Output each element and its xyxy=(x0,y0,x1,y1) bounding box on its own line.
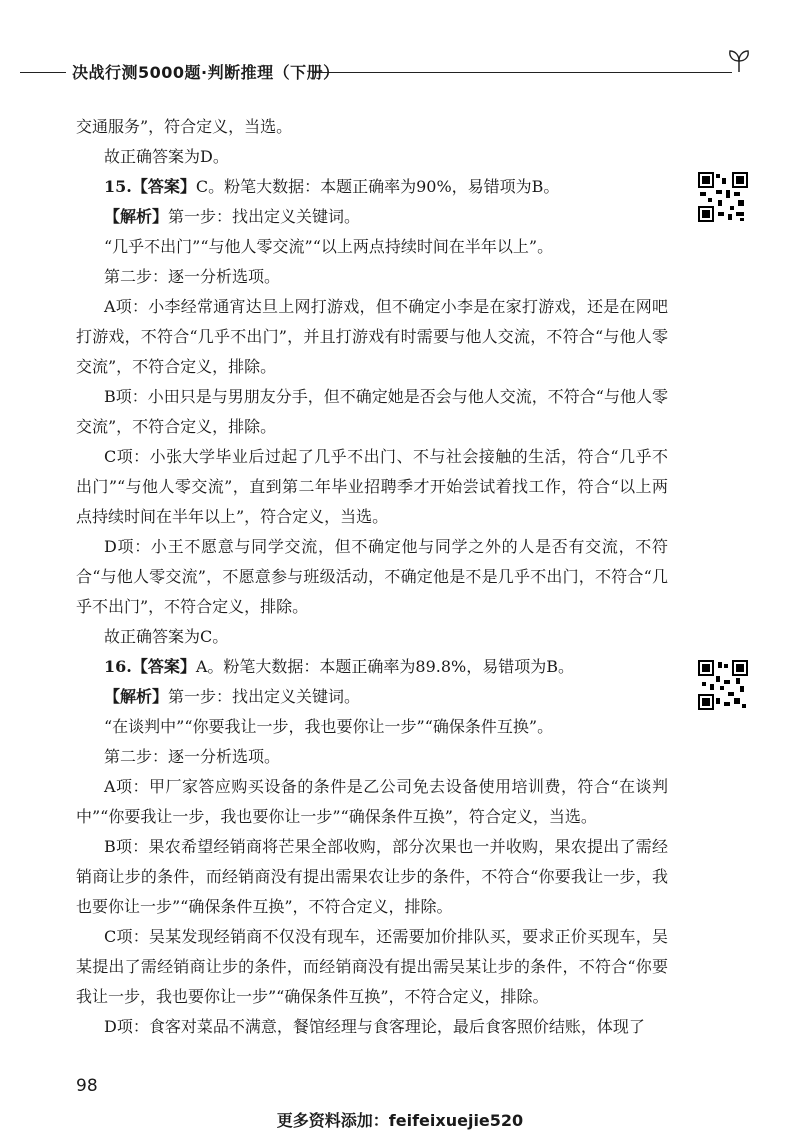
paragraph xyxy=(76,922,668,1012)
paragraph-text: A项：甲厂家答应购买设备的条件是乙公司免去设备使用培训费，符合“在谈判中”“你要我让一步，我也要你让一步”“确保条件互换”，符合定义，当选。 xyxy=(76,777,668,826)
page-header xyxy=(0,56,800,86)
paragraph xyxy=(76,292,668,382)
paragraph-text: C项：小张大学毕业后过起了几乎不出门、不与社会接触的生活，符合“几乎不出门”“与他人零交流”，直到第二年毕业招聘季才开始尝试着找工作，符合“以上两点持续时间在半年以上”，符合定义，当选。 xyxy=(76,447,668,526)
paragraph xyxy=(76,142,668,172)
paragraph xyxy=(76,742,668,772)
paragraph-text: “在谈判中”“你要我让一步，我也要你让一步”“确保条件互换”。 xyxy=(104,717,554,736)
paragraph xyxy=(76,622,668,652)
paragraph-text: “几乎不出门”“与他人零交流”“以上两点持续时间在半年以上”。 xyxy=(104,237,554,256)
paragraph xyxy=(76,532,668,622)
paragraph-text: 第二步：逐一分析选项。 xyxy=(104,267,281,286)
paragraph xyxy=(76,382,668,442)
header-rule-left xyxy=(20,72,66,73)
paragraph-text: B项：果农希望经销商将芒果全部收购，部分次果也一并收购，果农提出了需经销商让步的条件，而经销商没有提出需果农让步的条件，不符合“你要我让一步，我也要你让一步”“确保条件互换”，不符合定义，排除。 xyxy=(76,837,668,916)
page-number: 98 xyxy=(76,1076,98,1096)
qr-code-icon[interactable] xyxy=(698,660,748,710)
paragraph xyxy=(76,772,668,832)
paragraph xyxy=(76,172,668,202)
header-rule-right xyxy=(312,72,732,73)
paragraph xyxy=(76,652,668,682)
paragraph-text: 故正确答案为D。 xyxy=(104,147,229,166)
paragraph-text: 第二步：逐一分析选项。 xyxy=(104,747,281,766)
paragraph-text: 第一步：找出定义关键词。 xyxy=(168,687,361,706)
paragraph-text: 交通服务”，符合定义，当选。 xyxy=(76,117,293,136)
footer-note: 更多资料添加：feifeixuejie520 xyxy=(276,1111,524,1130)
paragraph-text: C。粉笔大数据：本题正确率为90%，易错项为B。 xyxy=(195,177,560,196)
paragraph xyxy=(76,442,668,532)
book-title: 决战行测5000题·判断推理（下册） xyxy=(72,63,340,82)
paragraph xyxy=(76,682,668,712)
sprout-leaf-icon xyxy=(726,48,752,74)
paragraph xyxy=(76,112,668,142)
answer-label: 15.【答案】 xyxy=(104,177,196,196)
paragraph-text: A。粉笔大数据：本题正确率为89.8%，易错项为B。 xyxy=(195,657,574,676)
paragraph-text: 故正确答案为C。 xyxy=(104,627,229,646)
paragraph-text: A项：小李经常通宵达旦上网打游戏，但不确定小李是在家打游戏，还是在网吧打游戏，不符合“几乎不出门”，并且打游戏有时需要与他人交流，不符合“与他人零交流”，不符合定义，排除。 xyxy=(76,297,668,376)
paragraph xyxy=(76,232,668,262)
paragraph xyxy=(76,202,668,232)
page-body xyxy=(76,112,668,1042)
paragraph xyxy=(76,262,668,292)
paragraph-text: D项：食客对菜品不满意，餐馆经理与食客理论，最后食客照价结账，体现了 xyxy=(104,1017,645,1036)
paragraph-text: 第一步：找出定义关键词。 xyxy=(168,207,361,226)
answer-label: 【解析】 xyxy=(104,207,169,226)
paragraph-text: D项：小王不愿意与同学交流，但不确定他与同学之外的人是否有交流，不符合“与他人零交流”，不愿意参与班级活动，不确定他是不是几乎不出门，不符合“几乎不出门”，不符合定义，排除。 xyxy=(76,537,668,616)
qr-code-icon[interactable] xyxy=(698,172,748,222)
paragraph-text: C项：吴某发现经销商不仅没有现车，还需要加价排队买，要求正价买现车，吴某提出了需经销商让步的条件，而经销商没有提出需吴某让步的条件，不符合“你要我让一步，我也要你让一步”“确保条件互换”，不符合定义，排除。 xyxy=(76,927,668,1006)
paragraph xyxy=(76,832,668,922)
answer-label: 【解析】 xyxy=(104,687,169,706)
paragraph xyxy=(76,1012,668,1042)
paragraph-text: B项：小田只是与男朋友分手，但不确定她是否会与他人交流，不符合“与他人零交流”，不符合定义，排除。 xyxy=(76,387,668,436)
answer-label: 16.【答案】 xyxy=(104,657,196,676)
paragraph xyxy=(76,712,668,742)
